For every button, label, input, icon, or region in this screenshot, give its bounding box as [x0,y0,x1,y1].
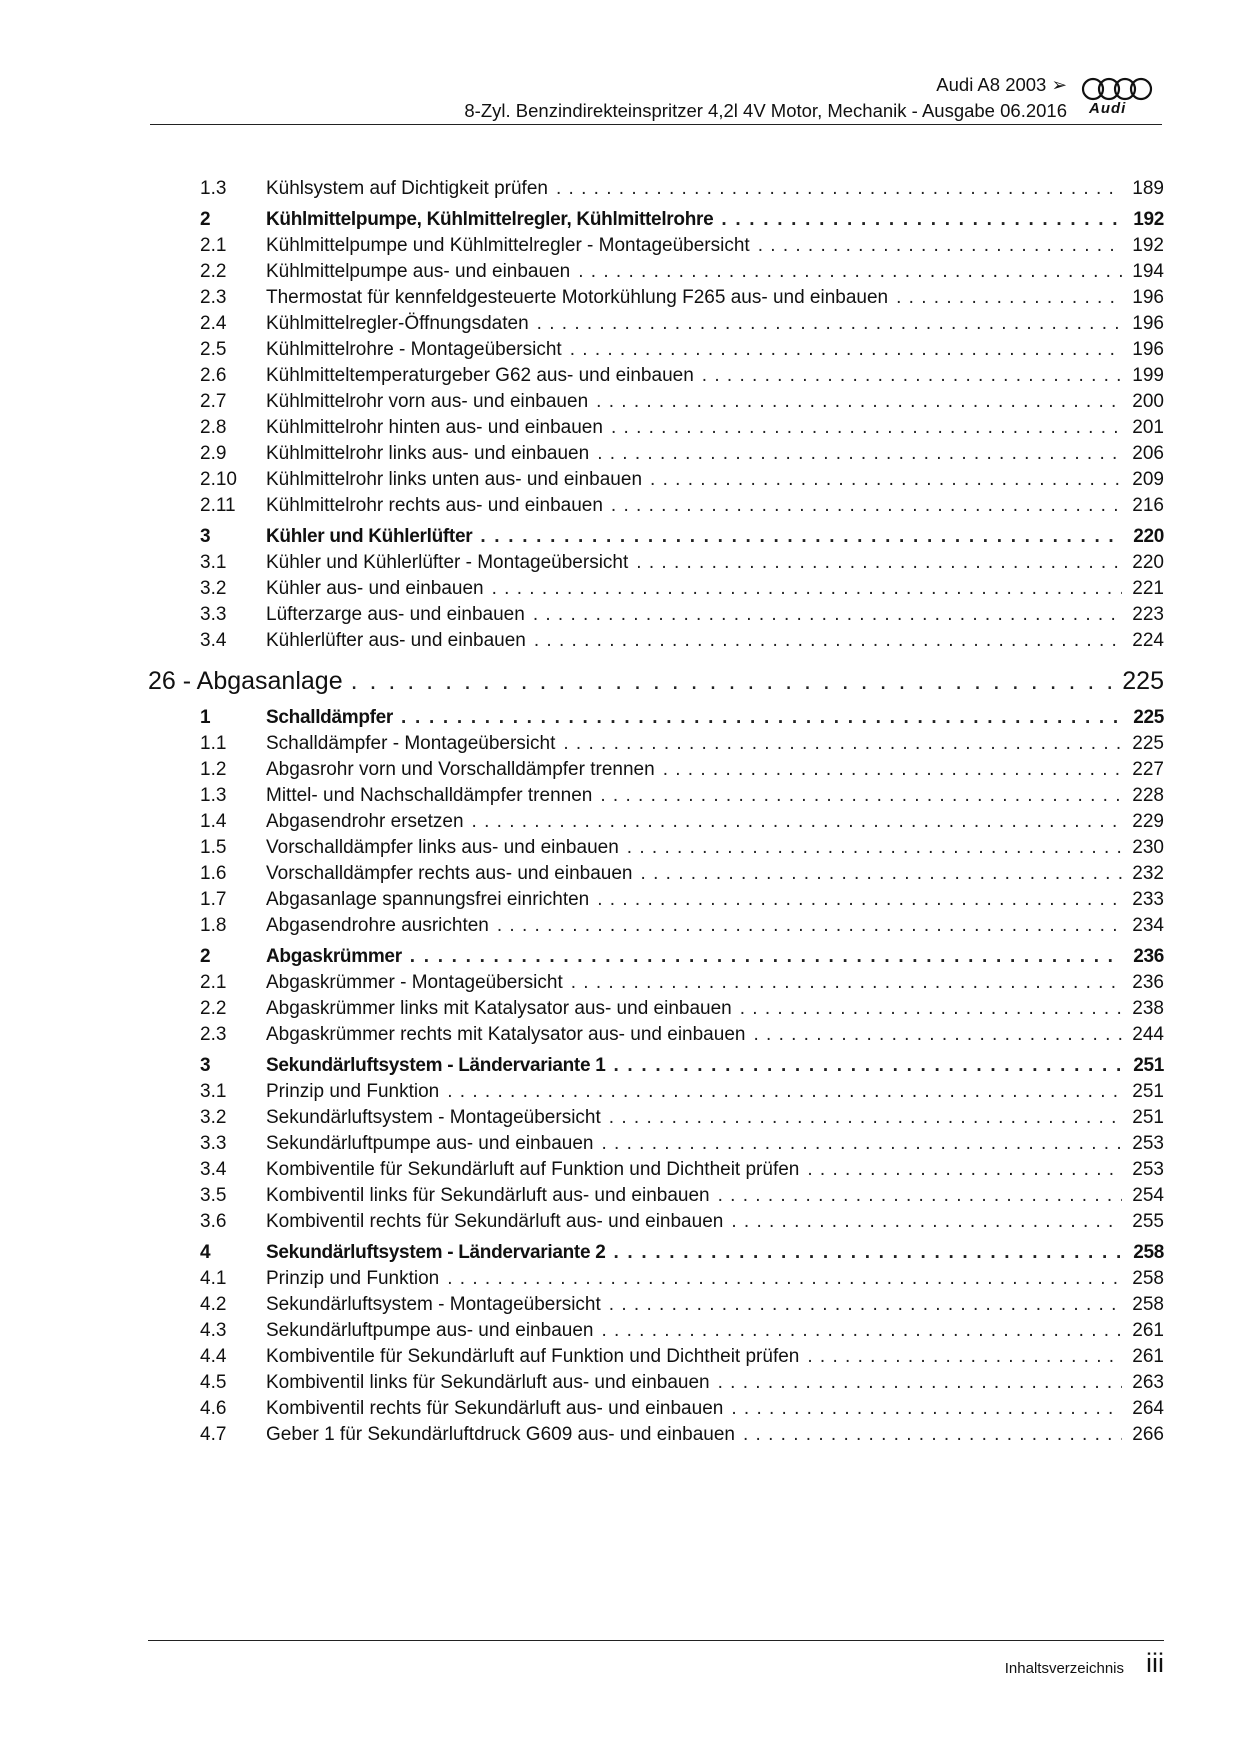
toc-entry-title: Sekundärluftpumpe aus- und einbauen [266,1133,594,1154]
audi-wordmark: Audi [1089,100,1127,117]
toc-entry-title: Kühler und Kühlerlüfter - Montageübersicht [266,552,629,573]
toc-entry[interactable] [148,576,1164,602]
toc-entry-title: Geber 1 für Sekundärluftdruck G609 aus- und einbauen [266,1424,735,1445]
toc-entry-number: 2.3 [200,1024,227,1045]
footer-label: Inhaltsverzeichnis [1004,1660,1124,1677]
toc-entry[interactable] [148,550,1164,576]
toc-entry-number: 2.8 [200,417,227,438]
toc-entry-title: Kühlmittelrohr links unten aus- und einbauen [266,469,643,490]
toc-entry[interactable] [148,1079,1164,1105]
toc-entry[interactable] [148,176,1164,202]
dot-leader [563,731,1122,757]
toc-entry[interactable] [148,1183,1164,1209]
toc-entry-page: 251 [1133,1055,1164,1076]
dot-leader [597,441,1122,467]
toc-entry-title: Abgaskrümmer links mit Katalysator aus- und einbauen [266,998,732,1019]
toc-entry-number: 3.1 [200,1081,227,1102]
toc-entry-title: 26 - Abgasanlage [148,667,343,695]
dot-leader [718,1370,1122,1396]
toc-entry-page: 216 [1132,495,1164,516]
dot-leader [492,576,1122,602]
toc-entry-title: Abgasendrohre ausrichten [266,915,489,936]
toc-entry-title: Lüfterzarge aus- und einbauen [266,604,525,625]
toc-entry-number: 2.1 [200,972,227,993]
dot-leader [641,861,1122,887]
toc-entry-title: Kühler und Kühlerlüfter [266,526,473,547]
toc-entry-number: 1.1 [200,733,227,754]
dot-leader [613,1052,1122,1079]
table-of-contents [148,176,1164,1448]
toc-entry-page: 266 [1132,1424,1164,1445]
toc-entry-number: 2.2 [200,261,227,282]
toc-entry-number: 2.3 [200,287,227,308]
toc-entry-title: Mittel- und Nachschalldämpfer trennen [266,785,593,806]
toc-entry-number: 1.4 [200,811,227,832]
toc-entry-title: Sekundärluftsystem - Montageübersicht [266,1294,601,1315]
toc-entry[interactable] [148,835,1164,861]
toc-entry-number: 4.5 [200,1372,227,1393]
toc-entry-title: Kombiventil links für Sekundärluft aus- und einbauen [266,1185,710,1206]
page-footer [148,1640,1164,1678]
toc-entry[interactable] [148,1318,1164,1344]
toc-entry[interactable] [148,441,1164,467]
toc-entry-page: 261 [1132,1320,1164,1341]
toc-entry[interactable] [148,970,1164,996]
page-header [150,70,1162,124]
toc-entry[interactable] [148,1396,1164,1422]
toc-section[interactable] [148,1052,1164,1079]
toc-entry-page: 194 [1132,261,1164,282]
toc-entry-page: 236 [1132,972,1164,993]
toc-entry-number: 1.5 [200,837,227,858]
toc-entry-number: 1.2 [200,759,227,780]
toc-entry-page: 232 [1132,863,1164,884]
toc-entry-page: 263 [1132,1372,1164,1393]
dot-leader [600,783,1122,809]
toc-entry-page: 201 [1132,417,1164,438]
dot-leader [570,337,1122,363]
toc-entry-title: Sekundärluftsystem - Montageübersicht [266,1107,601,1128]
footer-rule [148,1640,1164,1641]
toc-entry[interactable] [148,913,1164,939]
toc-entry-page: 255 [1132,1211,1164,1232]
toc-entry-page: 209 [1132,469,1164,490]
toc-entry-number: 1.3 [200,178,227,199]
toc-entry[interactable] [148,337,1164,363]
toc-entry[interactable] [148,602,1164,628]
toc-entry-number: 4.6 [200,1398,227,1419]
toc-entry[interactable] [148,1105,1164,1131]
toc-entry-number: 4.7 [200,1424,227,1445]
toc-entry-title: Kombiventil rechts für Sekundärluft aus- und einbauen [266,1398,724,1419]
dot-leader [611,493,1122,519]
toc-entry-title: Kühlerlüfter aus- und einbauen [266,630,526,651]
dot-leader [740,996,1122,1022]
toc-entry-page: 220 [1132,552,1164,573]
toc-entry-page: 224 [1132,630,1164,651]
toc-section[interactable] [148,523,1164,550]
dot-leader [731,1396,1122,1422]
toc-entry-page: 229 [1132,811,1164,832]
toc-entry-number: 4.1 [200,1268,227,1289]
toc-entry-number: 3.1 [200,552,227,573]
toc-entry-page: 230 [1132,837,1164,858]
toc-entry-page: 196 [1132,287,1164,308]
toc-entry-number: 1 [200,707,211,728]
toc-entry[interactable] [148,415,1164,441]
toc-entry-title: Kühlmittelregler-Öffnungsdaten [266,313,529,334]
toc-entry[interactable] [148,1157,1164,1183]
toc-entry-number: 2.6 [200,365,227,386]
dot-leader [613,1239,1122,1266]
toc-entry-number: 3.2 [200,578,227,599]
toc-entry-title: Abgaskrümmer [266,946,402,967]
toc-entry[interactable] [148,628,1164,654]
toc-entry-page: 225 [1133,707,1164,728]
toc-entry-title: Sekundärluftpumpe aus- und einbauen [266,1320,594,1341]
toc-entry[interactable] [148,1344,1164,1370]
toc-entry-number: 2.5 [200,339,227,360]
toc-entry-number: 2.9 [200,443,227,464]
toc-entry-title: Kombiventil links für Sekundärluft aus- und einbauen [266,1372,710,1393]
toc-entry[interactable] [148,259,1164,285]
dot-leader [578,259,1122,285]
toc-entry-title: Kühlmittelpumpe und Kühlmittelregler - Montageübersicht [266,235,750,256]
toc-entry[interactable] [148,809,1164,835]
dot-leader [351,662,1117,700]
toc-entry-page: 258 [1132,1294,1164,1315]
toc-entry-page: 238 [1132,998,1164,1019]
toc-entry-page: 227 [1132,759,1164,780]
dot-leader [597,887,1122,913]
toc-entry-number: 3.6 [200,1211,227,1232]
audi-rings-icon [1080,76,1154,102]
toc-entry[interactable] [148,1292,1164,1318]
dot-leader [627,835,1122,861]
dot-leader [753,1022,1122,1048]
toc-entry[interactable] [148,389,1164,415]
toc-entry-number: 3 [200,1055,211,1076]
toc-entry[interactable] [148,996,1164,1022]
dot-leader [731,1209,1122,1235]
toc-entry-title: Sekundärluftsystem - Ländervariante 2 [266,1242,606,1263]
toc-entry-title: Kühlmittelrohr vorn aus- und einbauen [266,391,589,412]
toc-entry-page: 261 [1132,1346,1164,1367]
toc-entry[interactable] [148,233,1164,259]
toc-entry[interactable] [148,861,1164,887]
toc-entry-page: 192 [1133,209,1164,230]
dot-leader [896,285,1122,311]
dot-leader [410,943,1122,970]
toc-entry-number: 2.1 [200,235,227,256]
toc-entry-page: 200 [1132,391,1164,412]
toc-entry-page: 253 [1132,1159,1164,1180]
dot-leader [534,628,1122,654]
toc-entry-page: 233 [1132,889,1164,910]
toc-entry-title: Abgasrohr vorn und Vorschalldämpfer trennen [266,759,655,780]
toc-entry-page: 234 [1132,915,1164,936]
toc-entry-number: 1.6 [200,863,227,884]
audi-logo [1080,76,1154,116]
toc-entry-page: 196 [1132,313,1164,334]
toc-entry-page: 206 [1132,443,1164,464]
toc-entry[interactable] [148,887,1164,913]
dot-leader [497,913,1122,939]
toc-entry-title: Prinzip und Funktion [266,1081,440,1102]
toc-entry-number: 4.4 [200,1346,227,1367]
dot-leader [480,523,1122,550]
dot-leader [611,415,1122,441]
dot-leader [636,550,1122,576]
toc-entry-title: Kühler aus- und einbauen [266,578,484,599]
toc-section[interactable] [148,943,1164,970]
toc-entry-page: 220 [1133,526,1164,547]
toc-entry-title: Vorschalldämpfer rechts aus- und einbauen [266,863,633,884]
dot-leader [650,467,1122,493]
toc-entry[interactable] [148,731,1164,757]
toc-entry[interactable] [148,1209,1164,1235]
toc-entry-title: Schalldämpfer - Montageübersicht [266,733,556,754]
toc-entry-page: 192 [1132,235,1164,256]
toc-entry-title: Sekundärluftsystem - Ländervariante 1 [266,1055,606,1076]
toc-entry[interactable] [148,311,1164,337]
toc-entry[interactable] [148,493,1164,519]
toc-entry[interactable] [148,1370,1164,1396]
toc-entry-title: Kühlmittelpumpe aus- und einbauen [266,261,571,282]
dot-leader [596,389,1122,415]
toc-entry-page: 244 [1132,1024,1164,1045]
dot-leader [533,602,1122,628]
dot-leader [721,206,1122,233]
toc-entry-title: Prinzip und Funktion [266,1268,440,1289]
toc-entry-page: 225 [1132,733,1164,754]
toc-entry[interactable] [148,1131,1164,1157]
toc-entry-number: 2 [200,209,211,230]
toc-entry-number: 3.3 [200,1133,227,1154]
toc-entry-title: Abgaskrümmer rechts mit Katalysator aus- und einbauen [266,1024,746,1045]
toc-entry[interactable] [148,467,1164,493]
toc-entry-page: 254 [1132,1185,1164,1206]
toc-entry-number: 2 [200,946,211,967]
toc-section[interactable] [148,206,1164,233]
toc-entry-title: Abgasanlage spannungsfrei einrichten [266,889,590,910]
toc-entry-page: 189 [1132,178,1164,199]
dot-leader [472,809,1122,835]
toc-section[interactable] [148,704,1164,731]
toc-entry-number: 2.7 [200,391,227,412]
toc-entry-number: 1.7 [200,889,227,910]
dot-leader [702,363,1122,389]
toc-entry-number: 3.3 [200,604,227,625]
toc-entry-number: 2.11 [200,495,236,516]
dot-leader [807,1157,1122,1183]
toc-entry-number: 3 [200,526,211,547]
toc-entry-title: Kombiventile für Sekundärluft auf Funktion und Dichtheit prüfen [266,1346,800,1367]
toc-entry-number: 3.4 [200,630,227,651]
toc-entry-number: 2.2 [200,998,227,1019]
dot-leader [609,1292,1122,1318]
toc-entry-page: 199 [1132,365,1164,386]
toc-entry-number: 3.4 [200,1159,227,1180]
toc-entry-title: Kombiventile für Sekundärluft auf Funktion und Dichtheit prüfen [266,1159,800,1180]
toc-entry[interactable] [148,783,1164,809]
toc-entry-title: Abgaskrümmer - Montageübersicht [266,972,563,993]
toc-entry-title: Kühlmitteltemperaturgeber G62 aus- und einbauen [266,365,694,386]
toc-entry-title: Kombiventil rechts für Sekundärluft aus- und einbauen [266,1211,724,1232]
toc-entry[interactable] [148,757,1164,783]
dot-leader [718,1183,1122,1209]
dot-leader [663,757,1122,783]
toc-entry-title: Kühlmittelrohr rechts aus- und einbauen [266,495,603,516]
toc-entry[interactable] [148,1266,1164,1292]
toc-entry-title: Schalldämpfer [266,707,394,728]
vehicle-model: Audi A8 2003 ➢ [936,74,1067,95]
toc-entry-page: 258 [1132,1268,1164,1289]
toc-entry[interactable] [148,363,1164,389]
toc-entry-number: 2.4 [200,313,227,334]
toc-entry-page: 253 [1132,1133,1164,1154]
dot-leader [537,311,1122,337]
page-number: iii [1146,1648,1164,1678]
toc-entry-page: 223 [1132,604,1164,625]
dot-leader [601,1318,1122,1344]
toc-entry-title: Kühlmittelrohr links aus- und einbauen [266,443,590,464]
dot-leader [807,1344,1122,1370]
dot-leader [601,1131,1122,1157]
toc-section[interactable] [148,1239,1164,1266]
dot-leader [447,1079,1122,1105]
toc-entry-title: Vorschalldämpfer links aus- und einbauen [266,837,619,858]
toc-entry[interactable] [148,1422,1164,1448]
toc-entry[interactable] [148,285,1164,311]
dot-leader [556,176,1122,202]
toc-entry-page: 221 [1132,578,1164,599]
toc-entry-page: 251 [1132,1107,1164,1128]
dot-leader [571,970,1122,996]
toc-entry-title: Thermostat für kennfeldgesteuerte Motorkühlung F265 aus- und einbauen [266,287,889,308]
toc-entry-page: 264 [1132,1398,1164,1419]
toc-entry-title: Kühlmittelpumpe, Kühlmittelregler, Kühlmittelrohre [266,209,714,230]
toc-entry-title: Kühlmittelrohr hinten aus- und einbauen [266,417,603,438]
dot-leader [758,233,1122,259]
toc-entry-number: 1.3 [200,785,227,806]
toc-entry-page: 251 [1132,1081,1164,1102]
toc-entry-number: 4.2 [200,1294,227,1315]
dot-leader [447,1266,1122,1292]
manual-subtitle: 8-Zyl. Benzindirekteinspritzer 4,2l 4V Motor, Mechanik - Ausgabe 06.2016 [464,100,1067,121]
toc-entry-page: 258 [1133,1242,1164,1263]
dot-leader [609,1105,1122,1131]
toc-entry-page: 225 [1122,667,1164,695]
toc-entry-page: 236 [1133,946,1164,967]
toc-entry-number: 4.3 [200,1320,227,1341]
toc-entry-page: 228 [1132,785,1164,806]
toc-entry-title: Abgasendrohr ersetzen [266,811,464,832]
dot-leader [401,704,1122,731]
header-rule [150,124,1162,125]
toc-entry-title: Kühlsystem auf Dichtigkeit prüfen [266,178,548,199]
toc-entry-number: 3.5 [200,1185,227,1206]
toc-entry-page: 196 [1132,339,1164,360]
toc-entry[interactable] [148,1022,1164,1048]
toc-entry-number: 3.2 [200,1107,227,1128]
dot-leader [743,1422,1122,1448]
toc-entry-number: 1.8 [200,915,227,936]
toc-entry-title: Kühlmittelrohre - Montageübersicht [266,339,562,360]
toc-chapter[interactable] [148,662,1164,700]
toc-entry-number: 2.10 [200,469,237,490]
toc-entry-number: 4 [200,1242,211,1263]
